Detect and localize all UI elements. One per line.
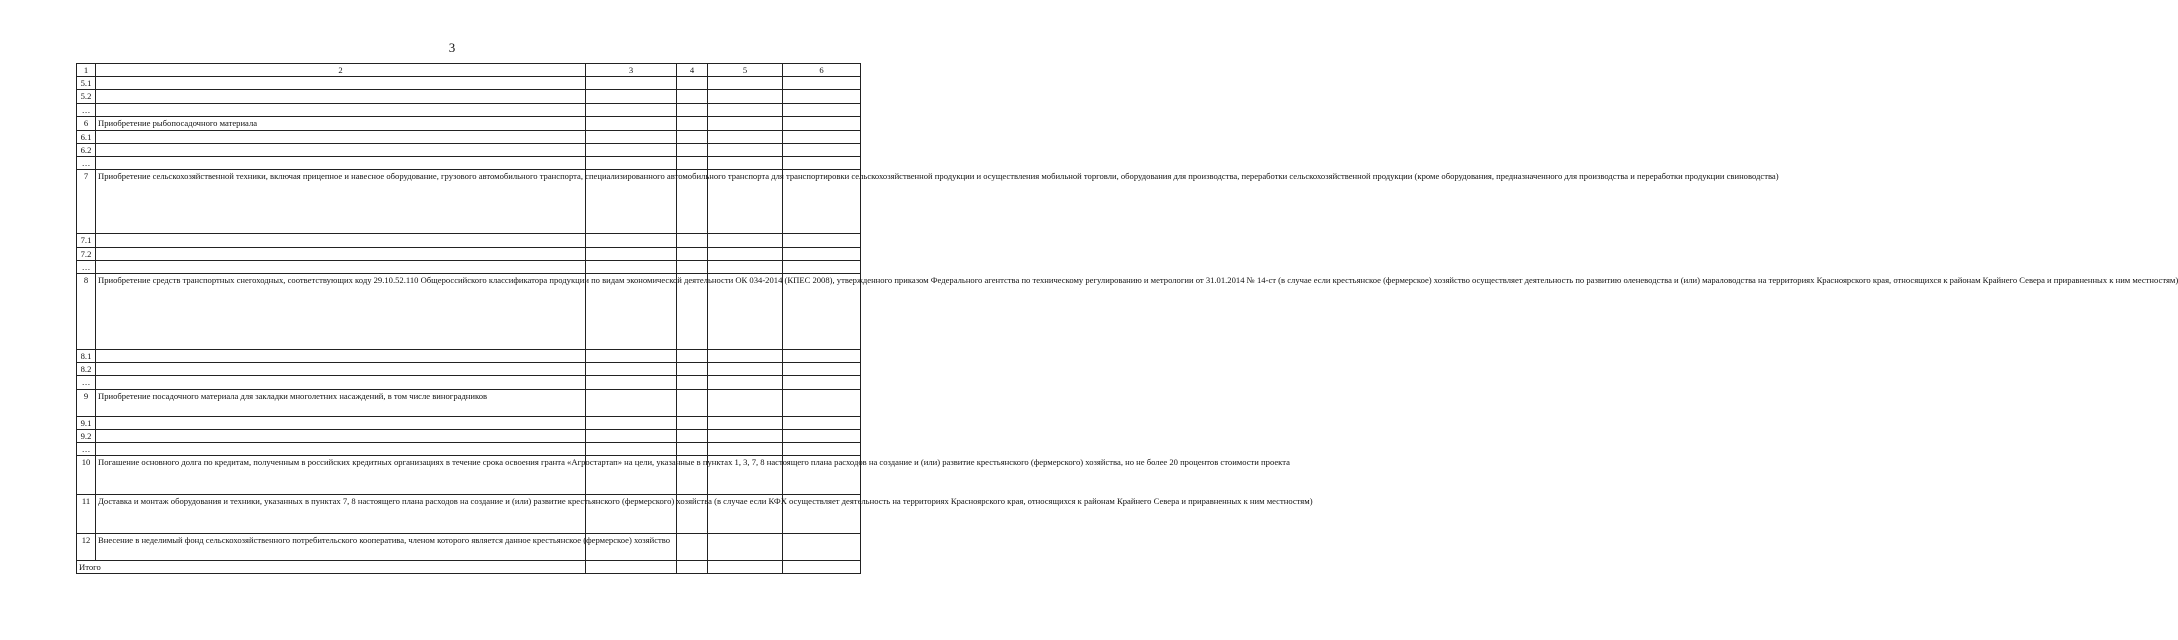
row-number: 6.2 <box>77 144 96 157</box>
value-cell-col-3 <box>586 90 677 103</box>
value-cell-col-5 <box>708 429 783 442</box>
value-cell-col-5 <box>708 116 783 130</box>
row-description <box>96 103 586 116</box>
row-number: 6.1 <box>77 130 96 143</box>
value-cell-col-6 <box>783 429 861 442</box>
value-cell-col-6 <box>783 90 861 103</box>
page-number: 3 <box>448 40 456 55</box>
value-cell-col-4 <box>677 376 708 389</box>
value-cell-col-5 <box>708 534 783 561</box>
table-row <box>77 274 861 350</box>
value-cell-col-4 <box>677 247 708 260</box>
table-row <box>77 429 861 442</box>
value-cell-col-3 <box>586 103 677 116</box>
value-cell-col-3 <box>586 389 677 416</box>
value-cell-col-6 <box>783 443 861 456</box>
total-cell-col-5 <box>708 561 783 574</box>
table-row <box>77 495 861 534</box>
value-cell-col-3 <box>586 376 677 389</box>
value-cell-col-4 <box>677 416 708 429</box>
row-number: 9.1 <box>77 416 96 429</box>
total-row <box>77 561 861 574</box>
row-number: … <box>77 157 96 170</box>
row-description: Приобретение средств транспортных снегоходных, соответствующих коду 29.10.52.110 Общероссийского классификатора продукции по видам экономической деятельности ОК 034-2014 (КПЕС 2008), утвержденного приказом Федерального агентства по техническому регулированию и метрологии от 31.01.2014 № 14-ст (в случае если крестьянское (фермерское) хозяйство осуществляет деятельность по развитию оленеводства и (или) мараловодства на территориях Красноярского края, относящихся к районам Крайнего Севера и приравненных к ним местностям) <box>96 274 586 350</box>
value-cell-col-3 <box>586 247 677 260</box>
value-cell-col-5 <box>708 90 783 103</box>
value-cell-col-6 <box>783 260 861 273</box>
row-number: 8.1 <box>77 350 96 363</box>
row-description <box>96 157 586 170</box>
table-body <box>77 64 2178 574</box>
row-number: 12 <box>77 534 96 561</box>
row-number: 8.2 <box>77 363 96 376</box>
row-number: … <box>77 260 96 273</box>
table-row <box>77 416 861 429</box>
total-cell-col-3 <box>586 561 677 574</box>
row-number: 10 <box>77 456 96 495</box>
value-cell-col-3 <box>586 130 677 143</box>
value-cell-col-4 <box>677 116 708 130</box>
row-description <box>96 416 586 429</box>
total-label: Итого <box>77 561 586 574</box>
value-cell-col-6 <box>783 376 861 389</box>
row-description: Внесение в неделимый фонд сельскохозяйственного потребительского кооператива, членом которого является данное крестьянское (фермерское) хозяйство <box>96 534 586 561</box>
value-cell-col-4 <box>677 363 708 376</box>
row-description <box>96 234 586 247</box>
value-cell-col-3 <box>586 116 677 130</box>
value-cell-col-4 <box>677 534 708 561</box>
value-cell-col-5 <box>708 157 783 170</box>
row-number: … <box>77 103 96 116</box>
value-cell-col-6 <box>783 363 861 376</box>
row-description <box>96 376 586 389</box>
value-cell-col-4 <box>677 234 708 247</box>
value-cell-col-6 <box>783 77 861 90</box>
header-cell-6: 6 <box>783 64 861 77</box>
value-cell-col-5 <box>708 350 783 363</box>
value-cell-col-4 <box>677 429 708 442</box>
row-description <box>96 144 586 157</box>
value-cell-col-4 <box>677 144 708 157</box>
row-description <box>96 429 586 442</box>
value-cell-col-5 <box>708 234 783 247</box>
row-description <box>96 443 586 456</box>
value-cell-col-4 <box>677 90 708 103</box>
value-cell-col-6 <box>783 103 861 116</box>
value-cell-col-5 <box>708 247 783 260</box>
row-number: … <box>77 376 96 389</box>
row-number: 7.2 <box>77 247 96 260</box>
row-description <box>96 130 586 143</box>
value-cell-col-6 <box>783 389 861 416</box>
table-row <box>77 170 861 234</box>
value-cell-col-3 <box>586 157 677 170</box>
table-row <box>77 103 861 116</box>
value-cell-col-5 <box>708 416 783 429</box>
row-number: 7.1 <box>77 234 96 247</box>
value-cell-col-5 <box>708 363 783 376</box>
table-row <box>77 116 861 130</box>
value-cell-col-5 <box>708 443 783 456</box>
header-cell-1: 1 <box>77 64 96 77</box>
table-row <box>77 247 861 260</box>
value-cell-col-4 <box>677 157 708 170</box>
row-number: 9.2 <box>77 429 96 442</box>
value-cell-col-4 <box>677 130 708 143</box>
header-row <box>77 64 861 77</box>
value-cell-col-6 <box>783 130 861 143</box>
value-cell-col-3 <box>586 77 677 90</box>
row-description <box>96 77 586 90</box>
row-description <box>96 350 586 363</box>
row-description: Доставка и монтаж оборудования и техники, указанных в пунктах 7, 8 настоящего плана расходов на создание и (или) развитие крестьянского (фермерского) хозяйства (в случае если КФХ осуществляет деятельность на территориях Красноярского края, относящихся к районам Крайнего Севера и приравненных к ним местностям) <box>96 495 586 534</box>
table-row <box>77 534 861 561</box>
header-cell-3: 3 <box>586 64 677 77</box>
value-cell-col-3 <box>586 416 677 429</box>
table-row <box>77 144 861 157</box>
value-cell-col-3 <box>586 260 677 273</box>
row-description: Приобретение сельскохозяйственной техники, включая прицепное и навесное оборудование, грузового автомобильного транспорта, специализированного автомобильного транспорта для транспортировки сельскохозяйственной продукции и осуществления мобильной торговли, оборудования для производства, переработки сельскохозяйственной продукции (кроме оборудования, предназначенного для производства и переработки продукции свиноводства) <box>96 170 586 234</box>
value-cell-col-4 <box>677 77 708 90</box>
total-cell-col-6 <box>783 561 861 574</box>
value-cell-col-5 <box>708 77 783 90</box>
row-number: 7 <box>77 170 96 234</box>
row-number: … <box>77 443 96 456</box>
value-cell-col-3 <box>586 429 677 442</box>
table-row <box>77 157 861 170</box>
row-description: Приобретение посадочного материала для закладки многолетних насаждений, в том числе виноградников <box>96 389 586 416</box>
row-description <box>96 363 586 376</box>
expense-plan-table <box>76 63 2178 574</box>
value-cell-col-5 <box>708 103 783 116</box>
row-number: 9 <box>77 389 96 416</box>
value-cell-col-6 <box>783 116 861 130</box>
value-cell-col-4 <box>677 260 708 273</box>
value-cell-col-3 <box>586 363 677 376</box>
table-row <box>77 456 861 495</box>
value-cell-col-5 <box>708 130 783 143</box>
header-cell-2: 2 <box>96 64 586 77</box>
value-cell-col-5 <box>708 260 783 273</box>
value-cell-col-5 <box>708 376 783 389</box>
value-cell-col-6 <box>783 144 861 157</box>
row-number: 6 <box>77 116 96 130</box>
value-cell-col-4 <box>677 443 708 456</box>
value-cell-col-5 <box>708 389 783 416</box>
table-row <box>77 389 861 416</box>
table-row <box>77 77 861 90</box>
row-number: 5.1 <box>77 77 96 90</box>
table-row <box>77 260 861 273</box>
table-row <box>77 234 861 247</box>
table-row <box>77 350 861 363</box>
row-description: Приобретение рыбопосадочного материала <box>96 116 586 130</box>
value-cell-col-4 <box>677 350 708 363</box>
table-row <box>77 363 861 376</box>
value-cell-col-4 <box>677 389 708 416</box>
value-cell-col-3 <box>586 350 677 363</box>
value-cell-col-5 <box>708 144 783 157</box>
value-cell-col-6 <box>783 247 861 260</box>
value-cell-col-6 <box>783 234 861 247</box>
table-row <box>77 90 861 103</box>
table-row <box>77 443 861 456</box>
total-cell-col-4 <box>677 561 708 574</box>
row-description <box>96 247 586 260</box>
row-description <box>96 260 586 273</box>
value-cell-col-6 <box>783 157 861 170</box>
row-number: 5.2 <box>77 90 96 103</box>
table-row <box>77 376 861 389</box>
value-cell-col-3 <box>586 144 677 157</box>
row-description: Погашение основного долга по кредитам, полученным в российских кредитных организациях в течение срока освоения гранта «Агростартап» на цели, указанные в пунктах 1, 3, 7, 8 настоящего плана расходов на создание и (или) развитие крестьянского (фермерского) хозяйства, но не более 20 процентов стоимости проекта <box>96 456 586 495</box>
value-cell-col-6 <box>783 534 861 561</box>
row-number: 8 <box>77 274 96 350</box>
value-cell-col-3 <box>586 234 677 247</box>
value-cell-col-6 <box>783 416 861 429</box>
header-cell-4: 4 <box>677 64 708 77</box>
value-cell-col-3 <box>586 443 677 456</box>
value-cell-col-4 <box>677 103 708 116</box>
header-cell-5: 5 <box>708 64 783 77</box>
value-cell-col-6 <box>783 350 861 363</box>
table-row <box>77 130 861 143</box>
row-description <box>96 90 586 103</box>
row-number: 11 <box>77 495 96 534</box>
